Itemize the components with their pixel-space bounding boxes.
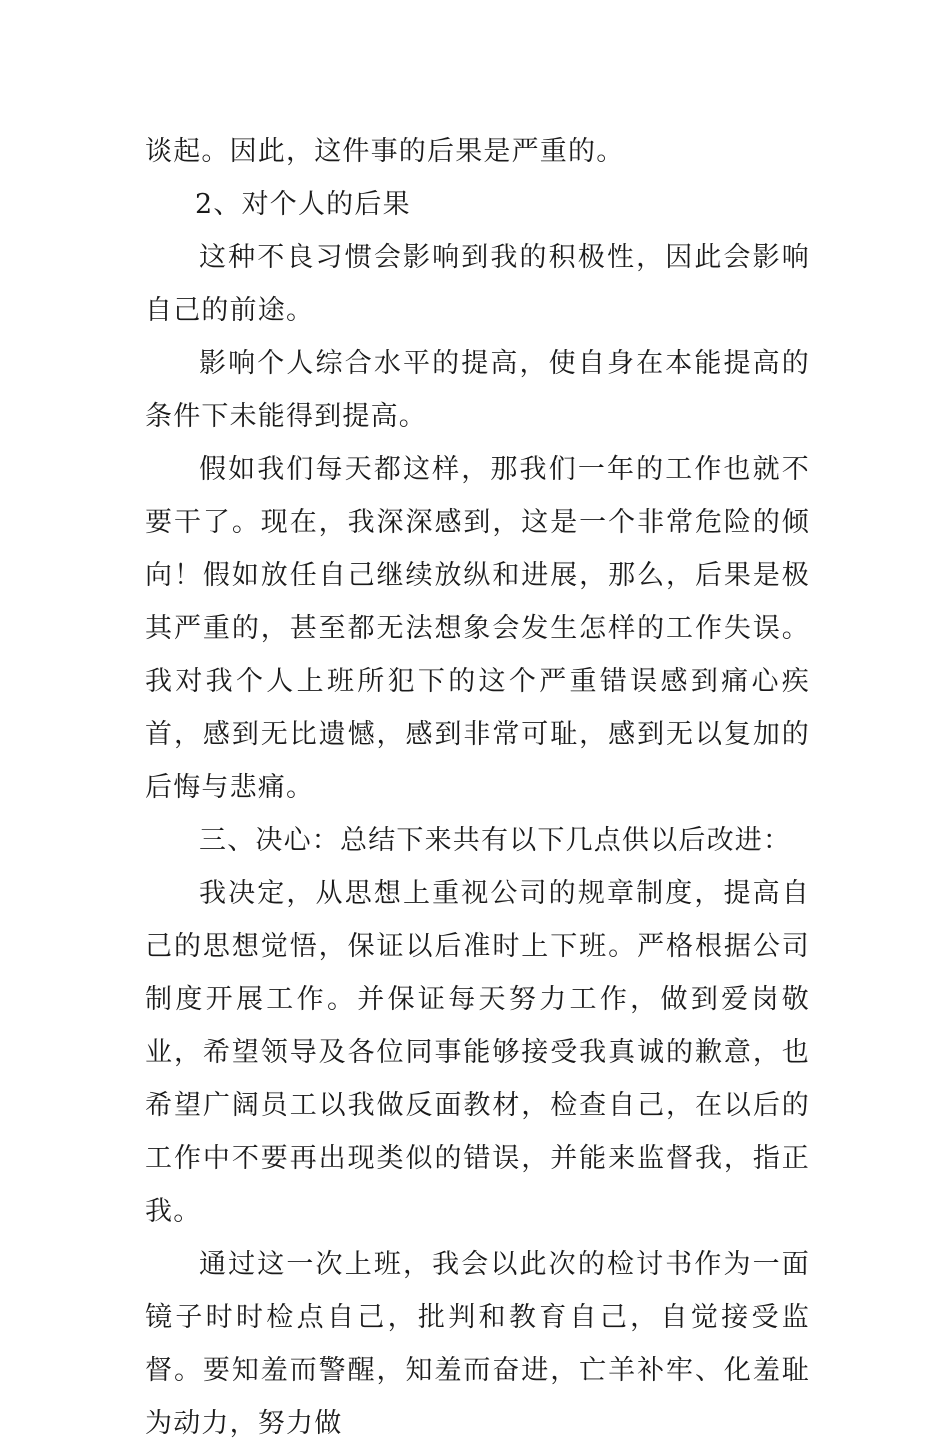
paragraph-habit-effect: 这种不良习惯会影响到我的积极性，因此会影响自己的前途。 <box>145 242 810 326</box>
paragraph-mirror: 通过这一次上班，我会以此次的检讨书作为一面镜子时时检点自己，批判和教育自己，自觉接受监督。要知羞而警醒，知羞而奋进，亡羊补牢、化羞耻为动力，努力做 <box>145 1249 810 1439</box>
section-heading-personal-consequences: 2、对个人的后果 <box>195 189 411 220</box>
paragraph-decision: 我决定，从思想上重视公司的规章制度，提高自己的思想觉悟，保证以后准时上下班。严格根据公司制度开展工作。并保证每天努力工作，做到爱岗敬业，希望领导及各位同事能够接受我真诚的歉意，也希望广阔员工以我做反面教材，检查自己，在以后的工作中不要再出现类似的错误，并能来监督我，指正我。 <box>145 878 810 1227</box>
paragraph-danger: 假如我们每天都这样，那我们一年的工作也就不要干了。现在，我深深感到，这是一个非常危险的倾向！假如放任自己继续放纵和进展，那么，后果是极其严重的，甚至都无法想象会发生怎样的工作失误。我对我个人上班所犯下的这个严重错误感到痛心疾首，感到无比遗憾，感到非常可耻，感到无以复加的后悔与悲痛。 <box>145 454 810 803</box>
section-heading-resolution: 三、决心：总结下来共有以下几点供以后改进： <box>199 825 792 856</box>
body-text <box>145 125 810 1450</box>
paragraph-consequence-end: 谈起。因此，这件事的后果是严重的。 <box>145 136 625 167</box>
paragraph-personal-level: 影响个人综合水平的提高，使自身在本能提高的条件下未能得到提高。 <box>145 348 810 432</box>
